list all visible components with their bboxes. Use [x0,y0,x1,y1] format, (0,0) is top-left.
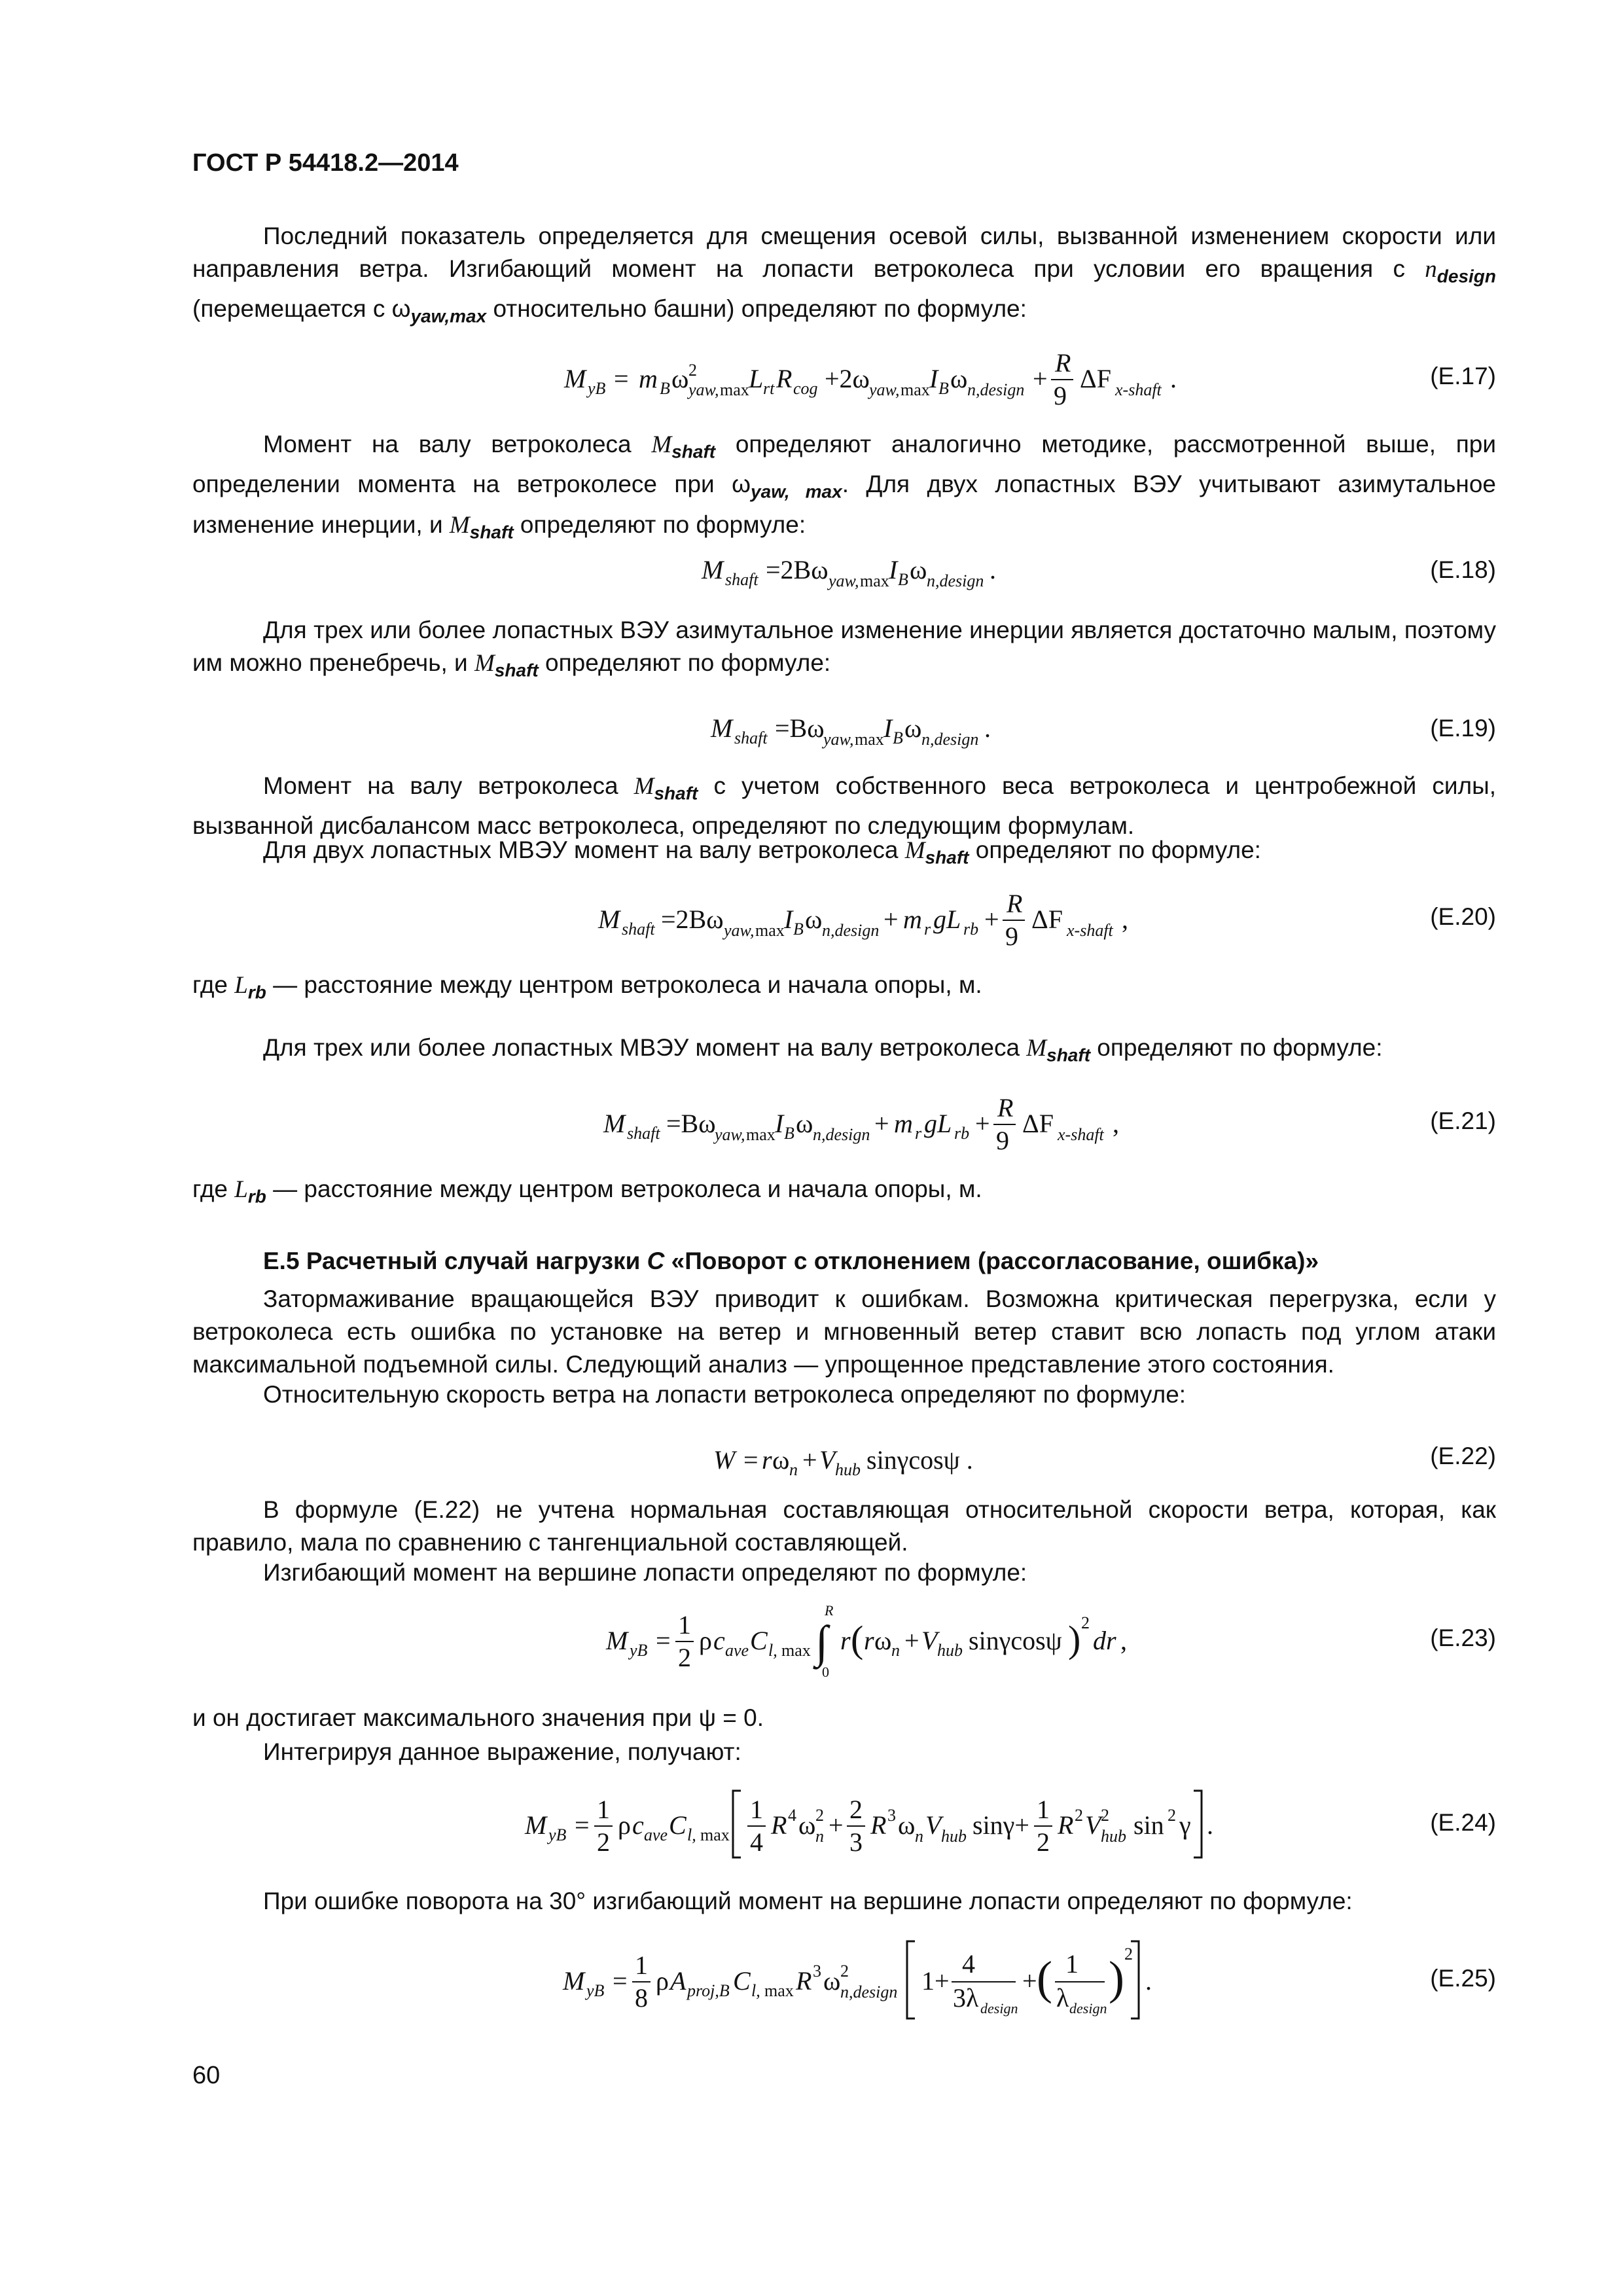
svg-text:R: R [1058,1810,1074,1840]
svg-text:9: 9 [996,1126,1009,1155]
svg-text:1: 1 [597,1795,610,1824]
formula-e19 [192,690,1496,775]
svg-text:4: 4 [788,1806,796,1825]
formula-e25-expression [192,1936,1496,2021]
svg-text:B: B [893,728,903,747]
formula-e24-expression [192,1780,1496,1865]
svg-text:0: 0 [822,1664,829,1680]
svg-text:x-shaft: x-shaft [1067,921,1113,940]
svg-text:2: 2 [840,1962,849,1981]
svg-text:r: r [840,1626,851,1655]
svg-text:n,design: n,design [813,1125,870,1144]
svg-text:yaw,: yaw, [715,1125,745,1144]
page-number: 60 [192,2062,221,2089]
svg-text:ω: ω [796,1109,813,1138]
svg-text:max: max [781,1641,811,1660]
svg-text:+: + [883,905,899,934]
svg-text:rt: rt [763,379,775,398]
svg-text:λ: λ [1056,1983,1069,2013]
svg-text:I: I [889,555,898,584]
svg-text:ΔF: ΔF [1080,364,1111,393]
paragraph: Последний показатель определяется для смещения осевой силы, вызванной изменением скорости или направления ветра. Изгибающий момент на лопасти ветроколеса при условии его вращения с $n_{design}$ (перемещается с $\omega_{yaw,max}$ относительно башни) определяют по формуле: [192,223,1496,327]
svg-text:dr: dr [1093,1626,1116,1655]
svg-text:ω: ω [904,713,922,743]
svg-text:1: 1 [1065,1949,1079,1979]
svg-text:.: . [990,555,996,584]
svg-text:max: max [855,730,884,749]
svg-text:=Bω: =Bω [775,713,825,743]
document-header: ГОСТ Р 54418.2—2014 [192,149,459,177]
formula-e20-number: (Е.20) [1430,903,1496,930]
formula-e25 [192,1936,1496,2021]
svg-text:+2ω: +2ω [825,364,870,393]
svg-text:γ: γ [1179,1810,1191,1840]
paragraph: Затормаживание вращающейся ВЭУ приводит к ошибкам. Возможна критическая перегрузка, если у ветроколеса есть ошибка по установке на ветер и мгновенный ветер ставит всю лопасть под углом атаки максимальной подъемной силы. Следующий анализ — упрощенное представление этого состояния. [192,1285,1496,1378]
paragraph: Изгибающий момент на вершине лопасти определяют по формуле: [263,1559,1027,1586]
svg-text:+: + [1022,1966,1037,1996]
svg-text:+: + [984,905,999,934]
svg-text:3λ: 3λ [953,1983,979,2013]
svg-text:+: + [1033,364,1048,393]
svg-text:yB: yB [630,1641,648,1660]
svg-text:ρ: ρ [656,1966,669,1996]
paragraph: При ошибке поворота на 30° изгибающий момент на вершине лопасти определяют по формуле: [263,1888,1353,1914]
paragraph: Относительную скорость ветра на лопасти ветроколеса определяют по формуле: [263,1381,1186,1408]
svg-text:yB: yB [588,379,606,398]
svg-text:I: I [929,364,938,393]
paragraph: Для двух лопастных МВЭУ момент на валу ветроколеса $M_{shaft}$ определяют по формуле: [263,836,1261,868]
svg-text:1+: 1+ [921,1966,950,1996]
svg-text:shaft: shaft [622,920,655,939]
svg-text:shaft: shaft [734,728,768,747]
svg-text:c: c [713,1626,725,1655]
svg-text:R: R [771,1810,787,1840]
svg-text:I: I [784,905,793,934]
svg-text:+: + [829,1810,844,1840]
svg-text:3: 3 [849,1827,863,1857]
svg-text:x-shaft: x-shaft [1058,1125,1104,1144]
svg-text:.: . [1207,1810,1213,1840]
svg-text:ΔF: ΔF [1022,1109,1054,1138]
formula-e22-expression [192,1419,1496,1504]
svg-text:∫: ∫ [815,1617,829,1668]
formula-e17-number: (Е.17) [1430,363,1496,389]
formula-e24-number: (Е.24) [1430,1809,1496,1836]
svg-text:2: 2 [688,361,697,380]
svg-text:.: . [1170,364,1177,393]
svg-text:,: , [1120,1626,1127,1655]
svg-text:yaw,: yaw, [724,921,755,940]
svg-text:l,: l, [687,1825,696,1844]
formula-e23-number: (Е.23) [1430,1624,1496,1651]
svg-text:M: M [603,1109,626,1138]
svg-text:+: + [904,1626,919,1655]
svg-text:M: M [711,713,733,743]
svg-text:shaft: shaft [627,1124,660,1143]
formula-e17-expression [192,334,1496,419]
svg-text:=: = [614,364,629,393]
formula-e19-number: (Е.19) [1430,715,1496,742]
svg-text:c: c [632,1810,644,1840]
paragraph: Для трех или более лопастных МВЭУ момент на валу ветроколеса $M_{shaft}$ определяют по формуле: [263,1034,1383,1066]
svg-text:=: = [656,1626,671,1655]
paragraph: где $L_{rb}$ — расстояние между центром ветроколеса и начала опоры, м. [192,971,982,1003]
svg-text:n: n [789,1460,798,1479]
svg-text:2: 2 [1037,1827,1050,1857]
svg-text:M: M [564,364,586,393]
svg-text:yB: yB [548,1825,567,1844]
svg-text:R: R [1007,889,1023,918]
svg-text:M: M [525,1810,547,1840]
paragraph: Интегрируя данное выражение, получают: [263,1738,741,1765]
svg-text:ω: ω [798,1810,816,1840]
svg-text:m: m [894,1109,913,1138]
svg-text:R: R [776,364,793,393]
svg-text:2: 2 [597,1827,610,1857]
svg-text:(: ( [1037,1952,1052,2004]
svg-text:2: 2 [1124,1945,1133,1964]
svg-text:): ) [1109,1952,1124,2004]
formula-e21-number: (Е.21) [1430,1107,1496,1134]
formula-e25-number: (Е.25) [1430,1965,1496,1992]
svg-text:C: C [669,1810,687,1840]
svg-text:ω: ω [671,364,689,393]
svg-text:B: B [784,1124,794,1143]
svg-text:ave: ave [725,1641,749,1660]
svg-text:ω: ω [950,364,968,393]
svg-text:ω: ω [772,1445,790,1475]
formula-e22-number: (Е.22) [1430,1443,1496,1469]
svg-text:+: + [874,1109,889,1138]
svg-text:,: , [1122,905,1128,934]
svg-text:ρ: ρ [618,1810,631,1840]
formula-e23-expression [192,1596,1496,1681]
paragraph: где $L_{rb}$ — расстояние между центром ветроколеса и начала опоры, м. [192,1175,982,1207]
svg-text:n,design: n,design [822,921,880,940]
formula-e24 [192,1780,1496,1865]
svg-text:n: n [915,1827,923,1846]
svg-text:C: C [750,1626,768,1655]
svg-text:R: R [997,1093,1014,1122]
svg-text:max: max [700,1825,730,1844]
svg-text:n,design: n,design [921,730,979,749]
svg-text:=Bω: =Bω [666,1109,716,1138]
svg-text:3: 3 [813,1962,821,1981]
svg-text:=: = [613,1966,628,1996]
svg-text:C: C [733,1966,751,1996]
paragraph: В формуле (Е.22) не учтена нормальная составляющая относительной скорости ветра, которая, как правило, мала по сравнению с тангенциальной составляющей. [192,1496,1496,1556]
svg-text:B: B [793,920,804,939]
svg-text:,: , [1113,1109,1119,1138]
svg-text:n: n [891,1641,900,1660]
svg-text:2: 2 [1168,1806,1176,1825]
svg-text:max: max [755,921,785,940]
svg-text:l,: l, [751,1981,760,2000]
formula-e18-expression [192,531,1496,617]
svg-text:B: B [938,379,949,398]
svg-text:V: V [925,1810,942,1840]
svg-text:ΔF: ΔF [1031,905,1063,934]
svg-text:(: ( [851,1618,864,1660]
svg-text:cog: cog [793,379,818,398]
svg-text:hub: hub [941,1827,967,1846]
svg-text:L: L [749,364,764,393]
svg-text:yaw,: yaw, [823,730,854,749]
svg-text:r: r [864,1626,874,1655]
svg-text:proj,B: proj,B [687,1981,730,2000]
svg-text:ρ: ρ [699,1626,712,1655]
svg-text:3: 3 [887,1806,896,1825]
paragraph: Момент на валу ветроколеса $M_{shaft}$ с учетом собственного веса ветроколеса и центробежной силы, вызванной дисбалансом масс ветроколеса, определяют по следующим формулам. [192,772,1496,840]
svg-text:R: R [1055,348,1071,378]
svg-text:hub: hub [835,1460,861,1479]
svg-text:r: r [762,1445,772,1475]
svg-text:.: . [984,713,991,743]
formula-e20 [192,873,1496,958]
svg-text:ω: ω [805,905,823,934]
svg-text:ω: ω [898,1810,916,1840]
paragraph: и он достигает максимального значения при ψ = 0. [192,1704,764,1731]
svg-text:+: + [975,1109,990,1138]
svg-text:+: + [802,1445,817,1475]
svg-text:n,design: n,design [927,571,984,590]
formula-e18-number: (Е.18) [1430,556,1496,583]
formula-e22 [192,1419,1496,1504]
svg-text:2: 2 [815,1806,824,1825]
svg-text:=: = [743,1445,758,1475]
svg-text:I: I [775,1109,784,1138]
svg-text:yB: yB [586,1981,605,2000]
svg-text:yaw,: yaw, [829,571,859,590]
formula-e23 [192,1596,1496,1681]
svg-text:): ) [1068,1618,1081,1660]
svg-text:4: 4 [750,1827,763,1857]
svg-text:V: V [921,1626,938,1655]
svg-text:2: 2 [678,1643,691,1672]
svg-text:rb: rb [954,1124,970,1143]
svg-text:=: = [575,1810,590,1840]
svg-text:ave: ave [644,1825,668,1844]
svg-text:yaw,: yaw, [869,380,900,399]
svg-text:design: design [980,2000,1018,2017]
svg-text:M: M [702,555,724,584]
svg-text:.: . [1145,1966,1152,1996]
svg-text:1: 1 [750,1795,763,1824]
svg-text:n: n [815,1827,824,1846]
svg-text:V: V [819,1445,836,1475]
svg-text:sin: sin [1133,1810,1164,1840]
svg-text:m: m [639,364,658,393]
svg-text:V: V [1085,1810,1101,1840]
svg-text:2: 2 [849,1795,863,1824]
svg-text:ω: ω [910,555,927,584]
svg-text:2: 2 [1101,1806,1109,1825]
svg-text:hub: hub [937,1641,963,1660]
svg-text:hub: hub [1101,1827,1126,1846]
svg-text:r: r [915,1124,922,1143]
svg-text:A: A [670,1966,687,1996]
svg-text:sinγcosψ .: sinγcosψ . [866,1445,973,1475]
section-heading: Е.5 Расчетный случай нагрузки С «Поворот с отклонением (рассогласование, ошибка)» [263,1247,1319,1274]
svg-text:r: r [924,920,931,939]
svg-text:=2Bω: =2Bω [661,905,724,934]
svg-text:=2Bω: =2Bω [766,555,829,584]
svg-text:B: B [898,570,908,589]
formula-e18 [192,531,1496,617]
paragraph: Для трех или более лопастных ВЭУ азимутальное изменение инерции является достаточно малым, поэтому им можно пренебречь, и $M_{shaft}$ определяют по формуле: [192,617,1496,681]
svg-text:n,design: n,design [840,1982,898,2001]
svg-text:8: 8 [635,1983,648,2013]
svg-text:I: I [883,713,893,743]
formula-e20-expression [192,873,1496,958]
svg-text:ω: ω [823,1966,841,1996]
svg-text:gL: gL [924,1109,952,1138]
svg-text:9: 9 [1005,922,1018,951]
svg-text:4: 4 [962,1949,975,1979]
svg-text:yaw,: yaw, [688,380,719,399]
paragraph: Момент на валу ветроколеса $M_{shaft}$ определяют аналогично методике, рассмотренной выше, при определении момента на ветроколесе при $\omega_{yaw, max}$. Для двух лопастных ВЭУ учитывают азимутальное изменение инерции, и $M_{shaft}$ определяют по формуле: [192,431,1497,543]
svg-text:sinγ+: sinγ+ [972,1810,1029,1840]
svg-text:sinγcosψ: sinγcosψ [969,1626,1062,1655]
svg-text:M: M [563,1966,585,1996]
svg-text:R: R [825,1602,834,1619]
svg-text:max: max [746,1125,776,1144]
svg-text:B: B [660,379,670,398]
svg-text:ω: ω [874,1626,892,1655]
formula-e21 [192,1077,1496,1162]
svg-text:max: max [720,380,749,399]
svg-text:m: m [903,905,922,934]
svg-text:1: 1 [1037,1795,1050,1824]
svg-text:R: R [796,1966,812,1996]
svg-text:n,design: n,design [967,380,1025,399]
formula-e17 [192,334,1496,419]
formula-e21-expression [192,1077,1496,1162]
formula-e19-expression [192,690,1496,775]
svg-text:2: 2 [1075,1806,1083,1825]
svg-text:max: max [901,380,930,399]
svg-text:max: max [860,571,889,590]
svg-text:9: 9 [1054,381,1067,410]
svg-text:R: R [870,1810,887,1840]
svg-text:1: 1 [635,1950,648,1980]
svg-text:M: M [598,905,620,934]
svg-text:2: 2 [1081,1613,1090,1632]
svg-text:design: design [1069,2000,1107,2017]
svg-text:M: M [606,1626,628,1655]
svg-text:l,: l, [768,1641,777,1660]
svg-text:W: W [713,1445,736,1475]
svg-text:rb: rb [963,920,979,939]
svg-text:x-shaft: x-shaft [1115,380,1162,399]
svg-text:max: max [764,1981,794,2000]
svg-text:1: 1 [678,1610,691,1640]
svg-text:gL: gL [933,905,961,934]
svg-text:shaft: shaft [725,570,758,589]
